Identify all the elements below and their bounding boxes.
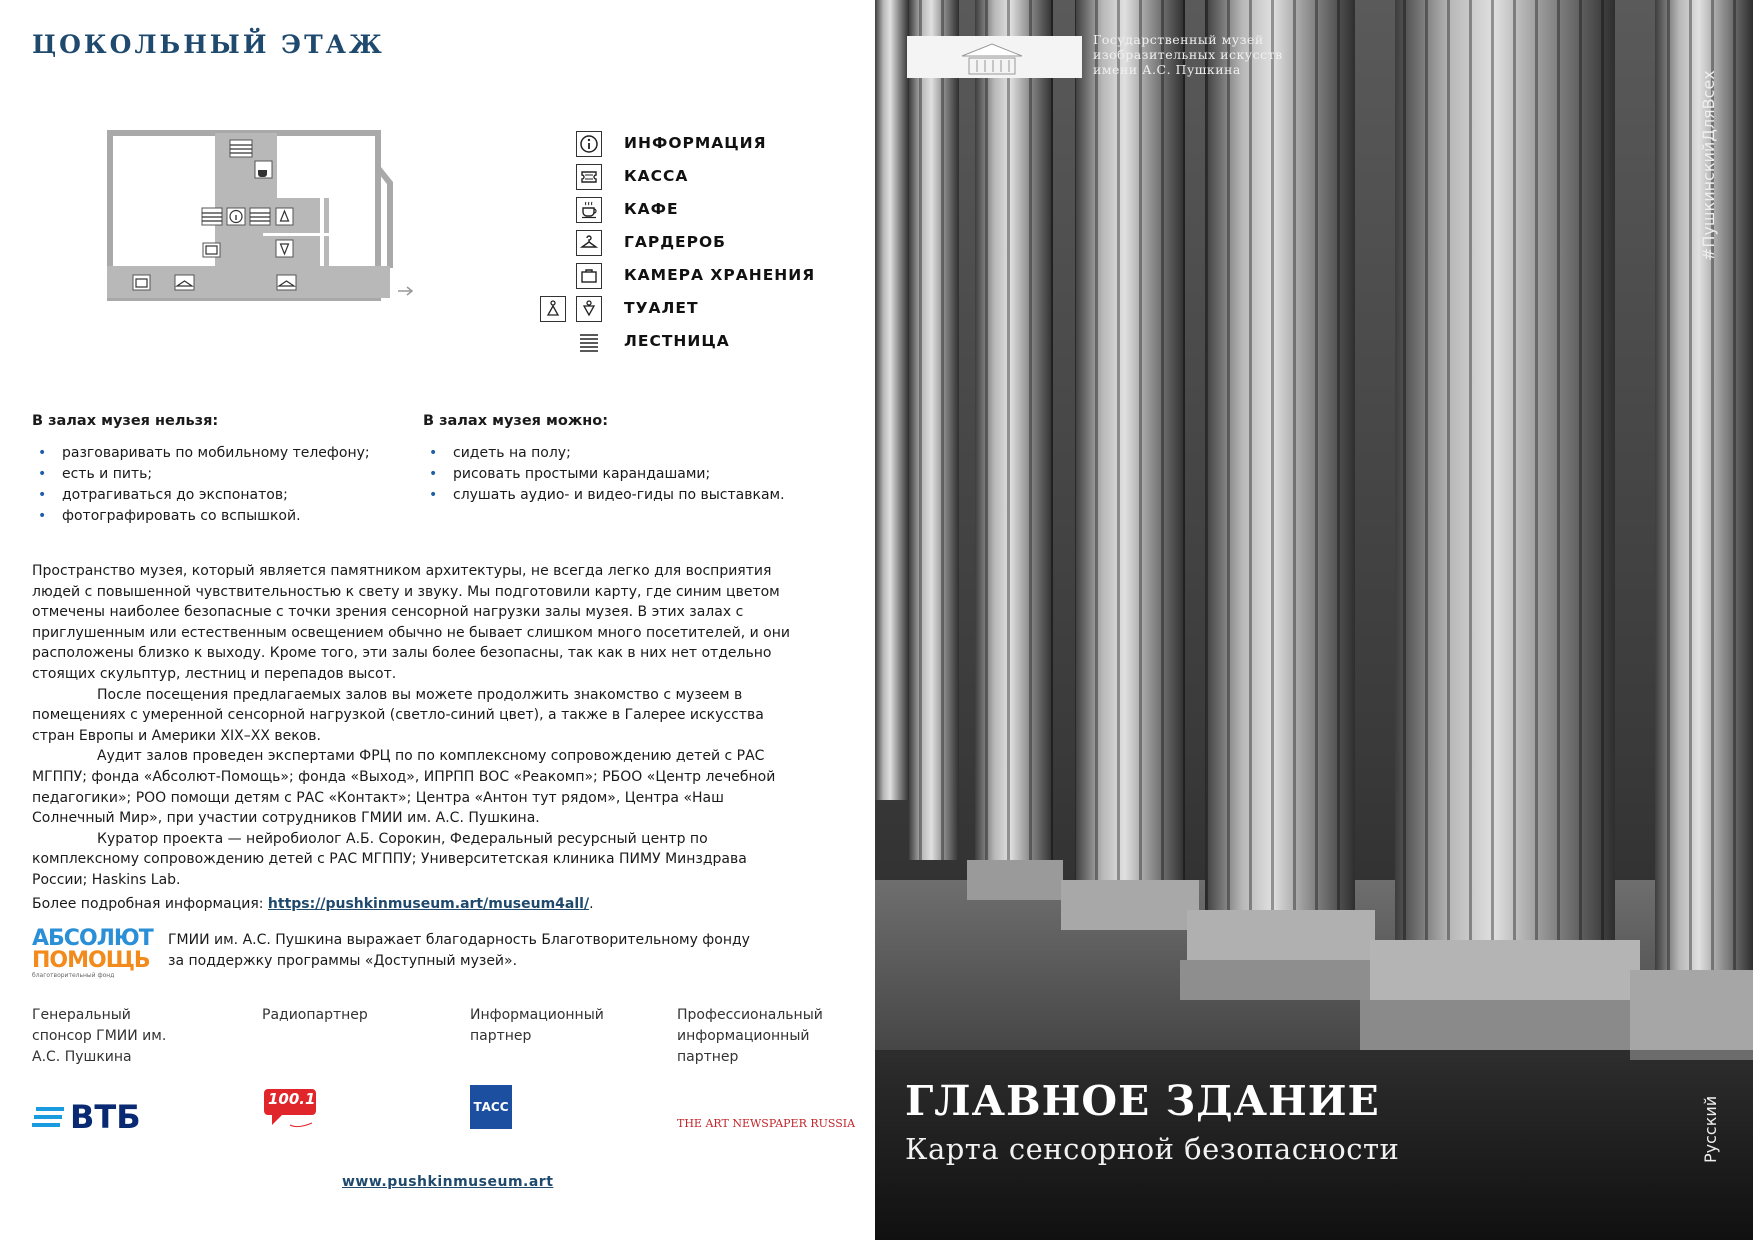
plan-stairs-icon [250, 208, 270, 225]
plan-toilet-male-icon [276, 240, 293, 257]
vtb-logo [32, 1098, 141, 1136]
coffee-cup-icon [576, 197, 602, 223]
language-container [1695, 1060, 1735, 1170]
radio-name: 100.1 [268, 1090, 316, 1108]
hashtag-container [1695, 25, 1735, 265]
website-link[interactable]: www.pushkinmuseum.art [342, 1174, 554, 1190]
art-newspaper-name: THE ART NEWSPAPER RUSSIA [677, 1117, 856, 1130]
radio-logo [262, 1085, 320, 1135]
paragraph: После посещения предлагаемых залов вы можете продолжить знакомство с музеем в помещениях с умеренной сенсорной нагрузкой (светло-синий цвет), а также в Галерее искусства стран Европы и Америки XIX–XX веков. [32, 686, 764, 744]
stairs-icon [576, 329, 602, 355]
exit-arrow-icon [398, 287, 412, 295]
plan-hanger-icon [277, 275, 296, 290]
museum-building-icon [907, 36, 1082, 78]
partner-role: Информационный партнер [470, 1007, 604, 1044]
thanks-text: ГМИИ им. А.С. Пушкина выражает благодарность Благотворительному фонду за поддержку программы «Доступный музей». [168, 932, 750, 969]
paragraph: Пространство музея, который является памятником архитектуры, не всегда легко для восприятия людей с повышенной чувствительностью к свету и звуку. Мы подготовили карту, где синим цветом отмечены наиболее безопасные с точки зрения сенсорной нагрузки залы музея. В этих залах с приглушенным или естественным освещением обычно не бывает слишком много посетителей, и они расположены близко к выходу. Кроме того, эти залы более безопасны, так как в них нет отдельно стоящих скульптур, лестниц и перепадов высот. [32, 563, 790, 682]
forbidden-list [32, 443, 412, 527]
plan-ticket-icon [203, 243, 220, 257]
absolut-pomosch-logo [32, 926, 153, 979]
floor-title: ЦОКОЛЬНЫЙ ЭТАЖ [32, 30, 385, 59]
more-info-label: Более подробная информация: [32, 895, 264, 912]
art-newspaper-logo [677, 1112, 855, 1131]
museum4all-link[interactable]: https://pushkinmuseum.art/museum4all/ [267, 895, 590, 912]
list-item: • есть и пить; [32, 464, 412, 485]
legend-label: ИНФОРМАЦИЯ [624, 134, 767, 152]
hashtag: #ПушкинскийДляВсех [1699, 70, 1718, 261]
cover-page [875, 0, 1753, 1240]
plan-cafe-icon [255, 161, 272, 178]
list-item: • слушать аудио- и видео-гиды по выставкам. [423, 485, 823, 506]
plan-toilet-female-icon [276, 208, 293, 225]
vtb-stripes-icon [32, 1107, 66, 1127]
luggage-icon [576, 263, 602, 289]
toilet-female-icon [540, 296, 566, 322]
cover-title: ГЛАВНОЕ ЗДАНИЕ [905, 1077, 1380, 1125]
hanger-icon [576, 230, 602, 256]
plan-info-icon [227, 208, 245, 225]
language-label: Русский [1701, 1095, 1720, 1163]
left-page [0, 0, 875, 1240]
forbidden-title: В залах музея нельзя: [32, 413, 219, 429]
more-info-line [32, 894, 800, 915]
vtb-name: ВТБ [70, 1098, 141, 1136]
legend-label: ТУАЛЕТ [624, 299, 699, 317]
partner-role: Радиопартнер [262, 1007, 368, 1023]
partner-role: Профессиональный информационный партнер [677, 1007, 823, 1065]
tass-name: ТАСС [473, 1100, 509, 1114]
list-item: • разговаривать по мобильному телефону; [32, 443, 412, 464]
allowed-list [423, 443, 823, 506]
logo-sub: благотворительный фонд [32, 972, 115, 979]
plan-stairs-icon [202, 208, 222, 225]
columns-photo [875, 0, 1753, 1240]
description-text [32, 561, 800, 914]
legend-label: ЛЕСТНИЦА [624, 332, 730, 350]
plan-luggage-icon [133, 275, 150, 290]
cover-subtitle: Карта сенсорной безопасности [905, 1132, 1400, 1166]
ticket-icon [576, 164, 602, 190]
logo-line1: АБСОЛЮТ [32, 926, 153, 951]
list-item: • сидеть на полу; [423, 443, 823, 464]
museum-name: Государственный музей изобразительных искусств имени А.С. Пушкина [1093, 32, 1283, 77]
logo-line2: ПОМОЩЬ [32, 948, 150, 973]
list-item: • фотографировать со вспышкой. [32, 506, 412, 527]
paragraph: Аудит залов проведен экспертами ФРЦ по по комплексному сопровождению детей с РАС МГППУ; фонда «Абсолют-Помощь»; фонда «Выход», ИПРПП ВОС «Реакомп»; РБОО «Центр лечебной педагогики»; РОО помощи детям с РАС «Контакт»; Центра «Антон тут рядом», Центра «Наш Солнечный Мир», при участии сотрудников ГМИИ им. А.С. Пушкина. [32, 748, 776, 827]
plan-hanger-icon [175, 275, 194, 290]
legend-label: КАССА [624, 167, 689, 185]
partner-role: Генеральный спонсор ГМИИ им. А.С. Пушкина [32, 1007, 167, 1065]
tass-logo [470, 1085, 512, 1129]
list-item: • рисовать простыми карандашами; [423, 464, 823, 485]
floor-plan [105, 128, 430, 328]
legend-label: КАФЕ [624, 200, 679, 218]
period: . [589, 895, 594, 912]
info-icon [576, 131, 602, 157]
legend-label: КАМЕРА ХРАНЕНИЯ [624, 266, 816, 284]
list-item: • дотрагиваться до экспонатов; [32, 485, 412, 506]
plan-stairs-icon [230, 140, 252, 157]
legend-label: ГАРДЕРОБ [624, 233, 726, 251]
toilet-male-icon [576, 296, 602, 322]
allowed-title: В залах музея можно: [423, 413, 609, 429]
paragraph: Куратор проекта — нейробиолог А.Б. Сорокин, Федеральный ресурсный центр по комплексному сопровождению детей с РАС МГППУ; Университетская клиника ПИМУ Минздрава России; Haskins Lab. [32, 830, 747, 888]
museum-logo [907, 36, 1082, 78]
